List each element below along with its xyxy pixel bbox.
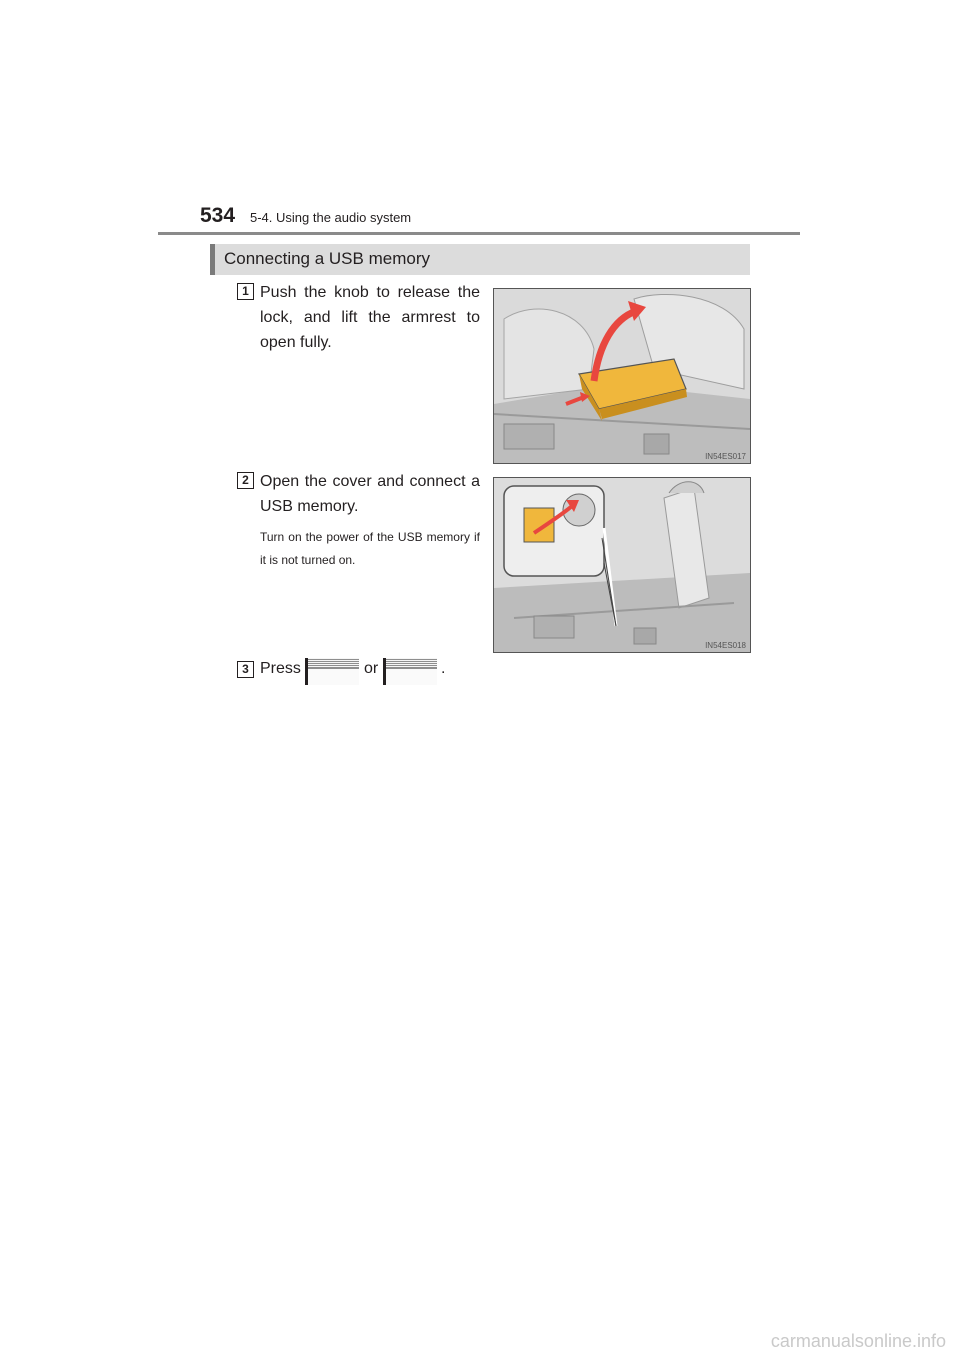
step-text: Open the cover and connect a USB memory. xyxy=(260,473,480,515)
section-reference: 5-4. Using the audio system xyxy=(250,210,412,225)
step-note: Turn on the power of the USB memory if it is not turned on. xyxy=(260,530,480,567)
watermark: carmanualsonline.info xyxy=(770,1331,946,1351)
step-number: 3 xyxy=(237,661,254,678)
step-number: 2 xyxy=(237,472,254,489)
usb-port-figure xyxy=(493,477,751,653)
step-text: . xyxy=(441,660,446,677)
figure-code: IN54ES017 xyxy=(705,452,746,461)
section-title: Connecting a USB memory xyxy=(224,249,430,268)
button-pattern xyxy=(386,658,437,669)
button-pattern xyxy=(308,658,359,669)
step-text: Press xyxy=(260,660,301,677)
header-rule xyxy=(158,232,800,235)
section-title-bar xyxy=(210,244,750,275)
media-button-image xyxy=(305,658,359,685)
figure-code: IN54ES018 xyxy=(705,641,746,650)
step-number: 1 xyxy=(237,283,254,300)
media-button-image xyxy=(383,658,437,685)
page-number: 534 xyxy=(200,204,236,227)
section-accent xyxy=(210,244,215,275)
step-text: Push the knob to release the lock, and lift the armrest to open fully. xyxy=(260,284,480,351)
step-text: or xyxy=(364,660,379,677)
armrest-figure xyxy=(493,288,751,464)
